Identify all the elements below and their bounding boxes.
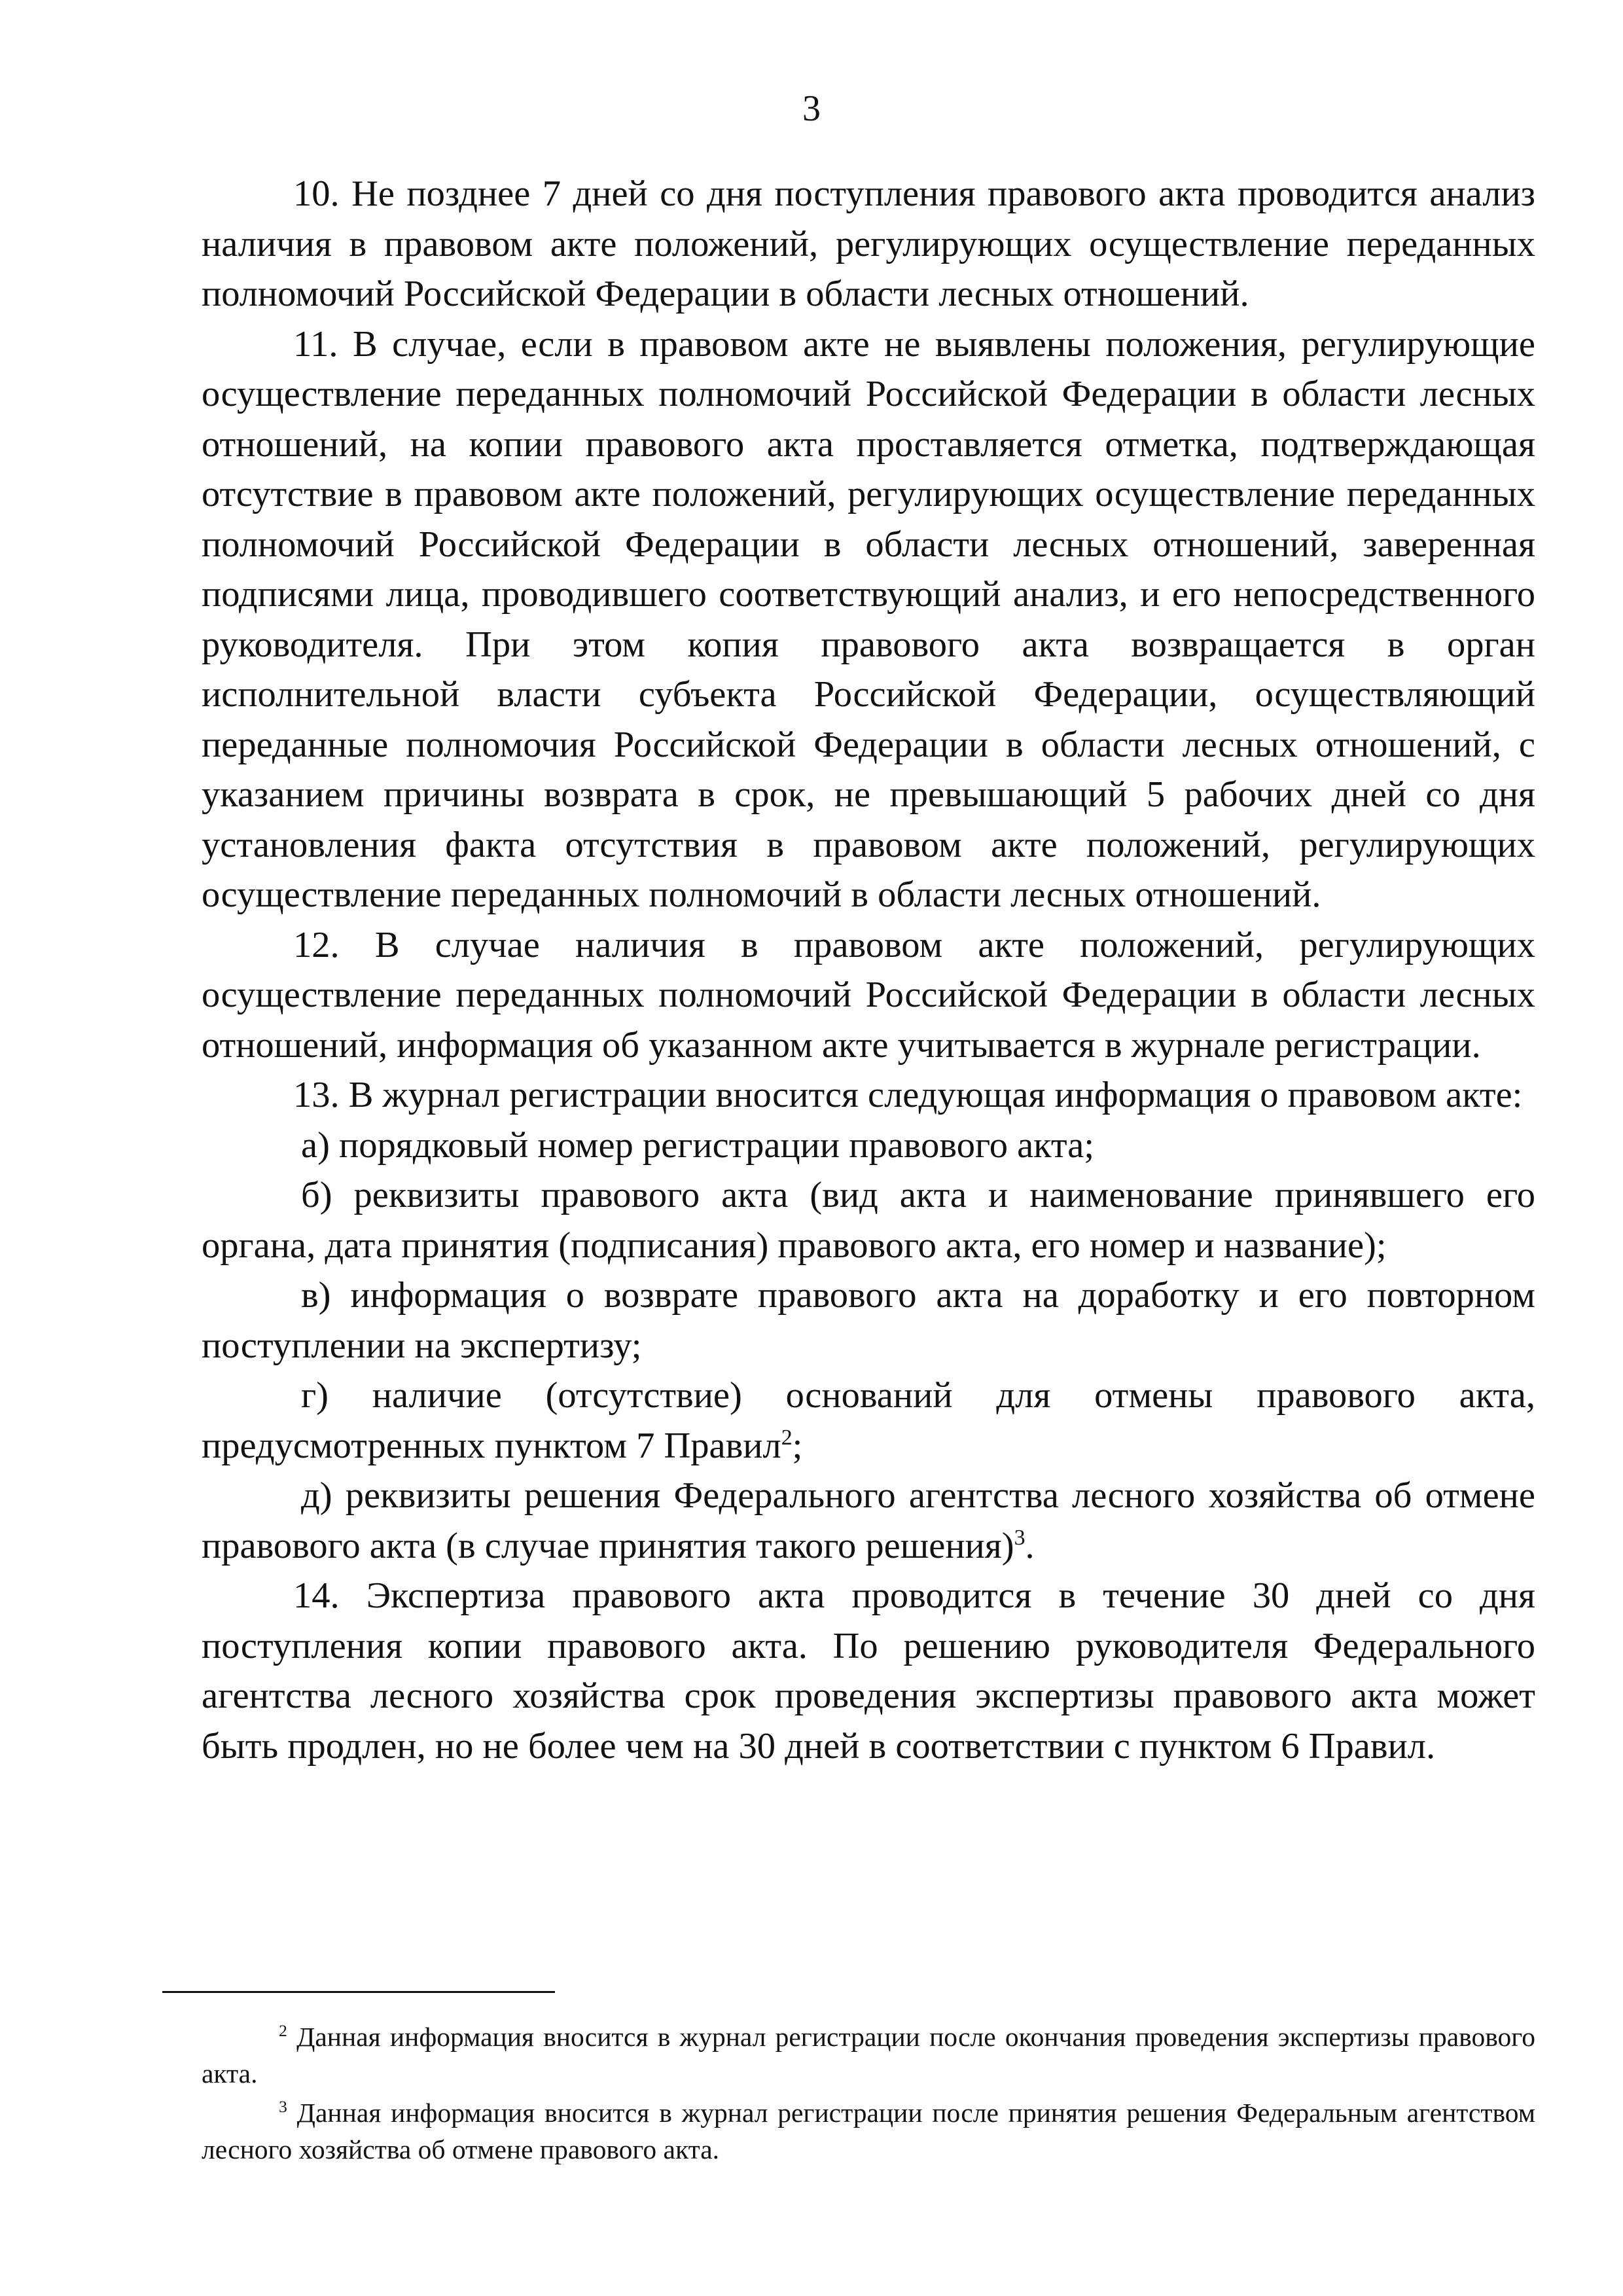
footnote-separator — [162, 1991, 555, 1993]
paragraph-10: 10. Не позднее 7 дней со дня поступления правового акта проводится анализ наличия в правовом акте положений, регулирующих осуществление переданных полномочий Российской Федерации в области лесных отношений. — [202, 173, 1535, 314]
footnote-mark-2: 2 — [279, 2021, 287, 2041]
footnote-ref-2: 2 — [781, 1425, 793, 1450]
paragraph-14: 14. Экспертиза правового акта проводится в течение 30 дней со дня поступления копии правового акта. По решению руководителя Федерального агентства лесного хозяйства срок проведения экспертизы правового акта может быть продлен, но не более чем на 30 дней в соответствии с пунктом 6 Правил. — [202, 1575, 1535, 1767]
list-item-g-punct: ; — [792, 1425, 803, 1466]
list-item-d-punct: . — [1025, 1525, 1035, 1566]
paragraph-12: 12. В случае наличия в правовом акте положений, регулирующих осуществление переданных полномочий Российской Федерации в области лесных отношений, информация об указанном акте учитывается в журнале регистрации. — [202, 924, 1535, 1066]
body-text — [202, 169, 1535, 1771]
list-item-a: а) порядковый номер регистрации правового акта; — [301, 1124, 1095, 1166]
footnote-ref-3: 3 — [1014, 1525, 1026, 1550]
footnote-2-text: Данная информация вносится в журнал регистрации после окончания проведения экспертизы правового акта. — [202, 2022, 1536, 2089]
footnote-3-text: Данная информация вносится в журнал регистрации после принятия решения Федеральным агентством лесного хозяйства об отмене правового акта. — [202, 2098, 1536, 2164]
paragraph-11: 11. В случае, если в правовом акте не выявлены положения, регулирующие осуществление переданных полномочий Российской Федерации в области лесных отношений, на копии правового акта проставляется отметка, подтверждающая отсутствие в правовом акте положений, регулирующих осуществление переданных полномочий Российской Федерации в области лесных отношений, заверенная подписями лица, проводившего соответствующий анализ, и его непосредственного руководителя. При этом копия правового акта возвращается в орган исполнительной власти субъекта Российской Федерации, осуществляющий переданные полномочия Российской Федерации в области лесных отношений, с указанием причины возврата в срок, не превышающий 5 рабочих дней со дня установления факта отсутствия в правовом акте положений, регулирующих осуществление переданных полномочий в области лесных отношений. — [202, 323, 1535, 915]
list-item-d-text: д) реквизиты решения Федерального агентства лесного хозяйства об отмене правового акта (в случае принятия такого решения) — [202, 1475, 1535, 1566]
footnote-2 — [202, 2018, 1535, 2092]
list-item-b: б) реквизиты правового акта (вид акта и наименование принявшего его органа, дата принятия (подписания) правового акта, его номер и название); — [202, 1175, 1535, 1266]
list-item-g-text: г) наличие (отсутствие) оснований для отмены правового акта, предусмотренных пунктом 7 Правил — [202, 1375, 1535, 1466]
footnotes — [202, 2018, 1535, 2168]
footnote-mark-3: 3 — [279, 2097, 287, 2117]
page-number: 3 — [802, 88, 821, 129]
paragraph-13: 13. В журнал регистрации вносится следующая информация о правовом акте: — [293, 1075, 1523, 1115]
footnote-3 — [202, 2094, 1535, 2168]
list-item-g — [202, 1371, 1535, 1471]
list-item-v: в) информация о возврате правового акта на доработку и его повторном поступлении на экспертизу; — [202, 1275, 1535, 1366]
list-item-d — [202, 1471, 1535, 1571]
